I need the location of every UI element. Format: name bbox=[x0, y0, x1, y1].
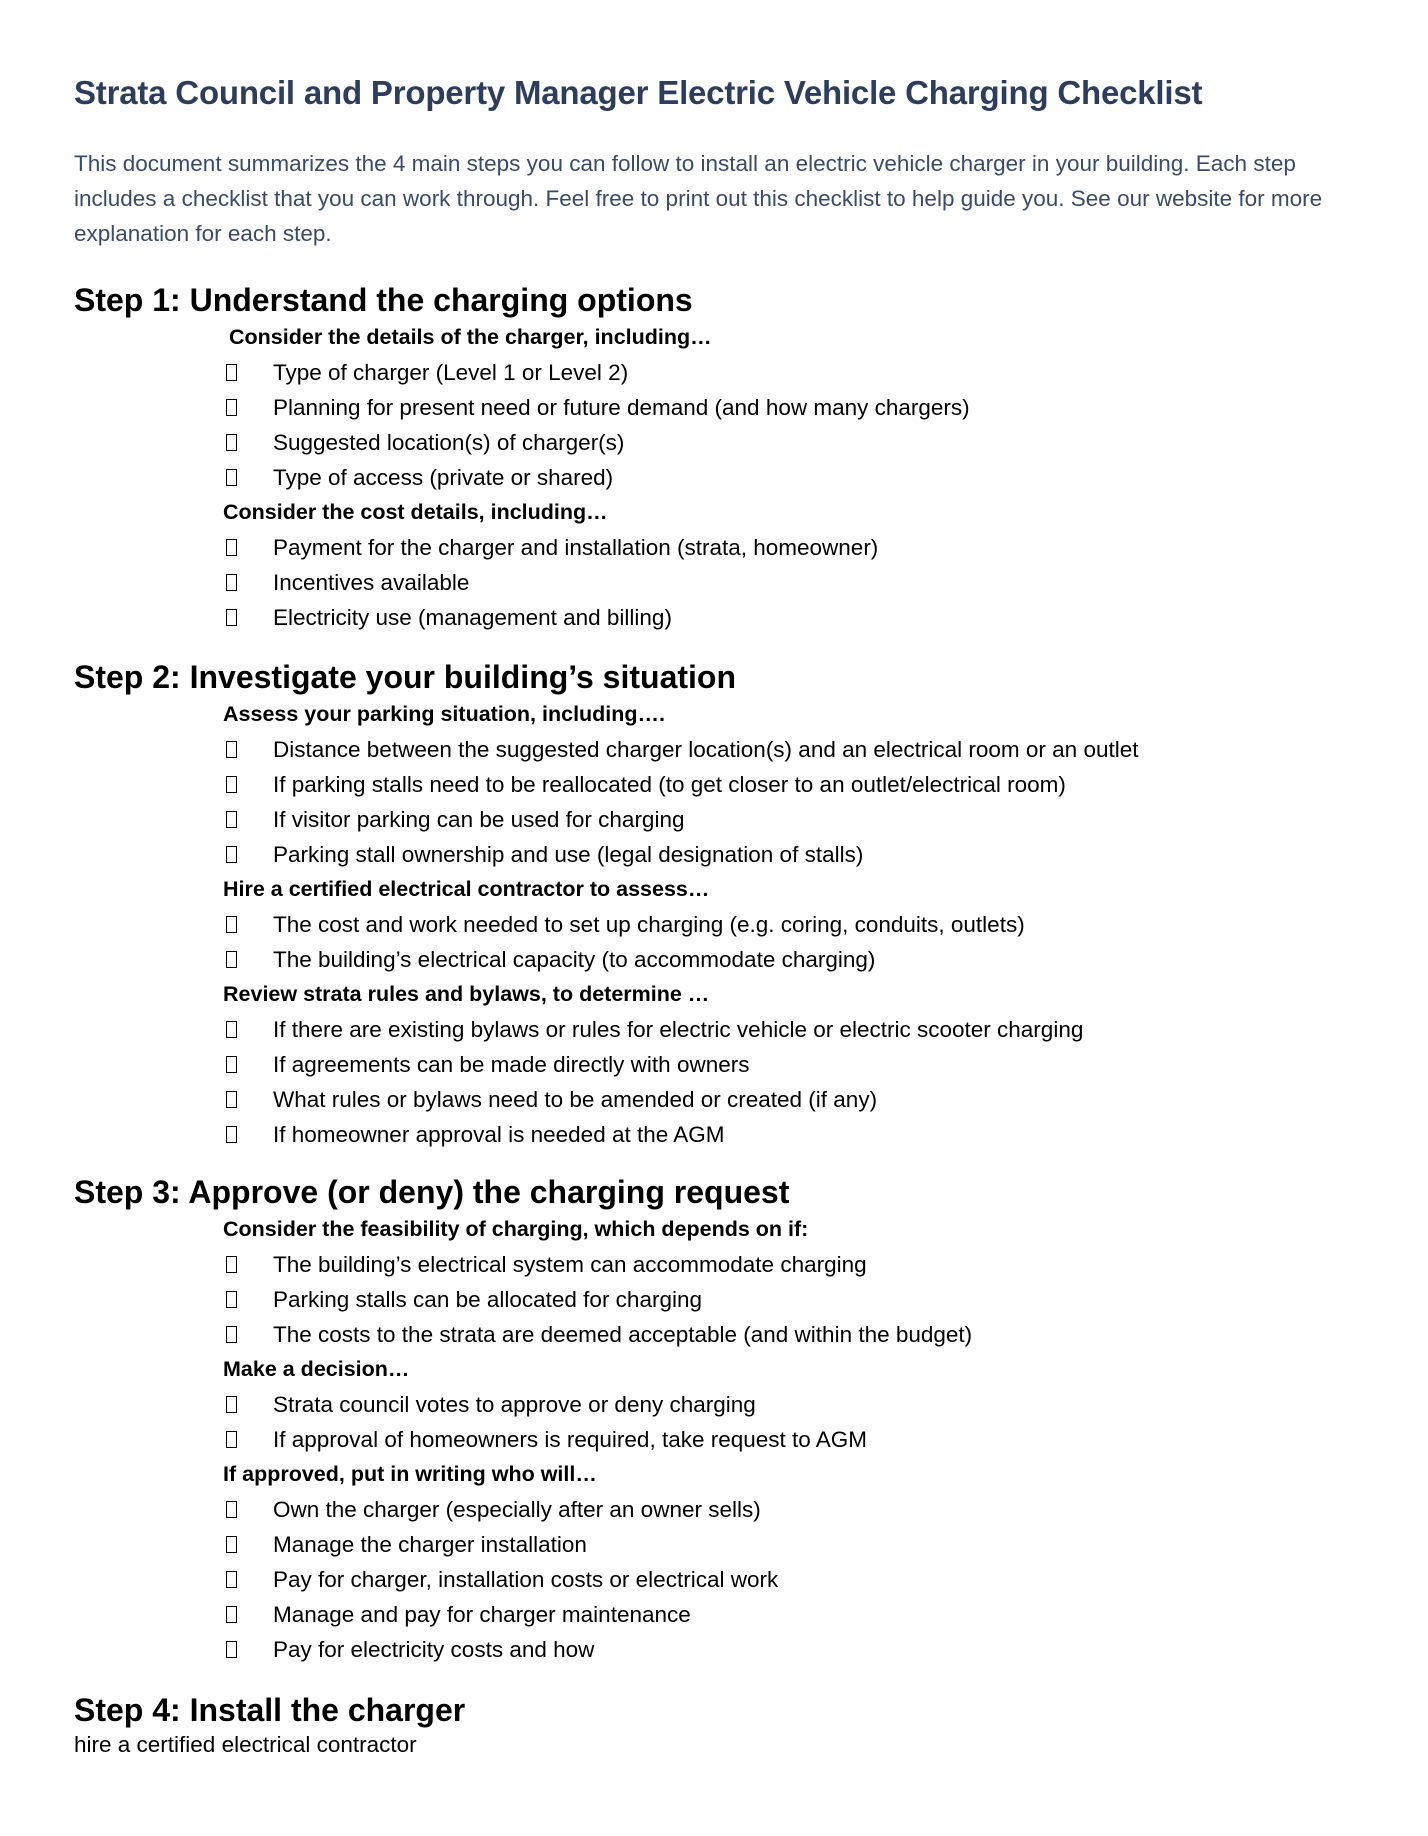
item-label: Own the charger (especially after an owner sells) bbox=[273, 1496, 761, 1522]
checklist-item[interactable] bbox=[226, 1562, 1374, 1597]
item-label: The building’s electrical system can accommodate charging bbox=[273, 1251, 867, 1277]
group-heading: Make a decision… bbox=[223, 1357, 410, 1381]
checkbox-icon[interactable] bbox=[226, 916, 237, 933]
checkbox-icon[interactable] bbox=[226, 1326, 237, 1343]
item-label: The cost and work needed to set up charging (e.g. coring, conduits, outlets) bbox=[273, 911, 1025, 937]
item-label: Pay for electricity costs and how bbox=[273, 1636, 595, 1662]
item-label: Incentives available bbox=[273, 569, 470, 595]
checkbox-icon[interactable] bbox=[226, 399, 237, 416]
item-label: Electricity use (management and billing) bbox=[273, 604, 672, 630]
checklist-item[interactable] bbox=[226, 565, 1374, 600]
checkbox-icon[interactable] bbox=[226, 1056, 237, 1073]
checklist-item[interactable] bbox=[226, 1422, 1374, 1457]
checkbox-icon[interactable] bbox=[226, 539, 237, 556]
checklist-item[interactable] bbox=[226, 1247, 1374, 1282]
item-label: The costs to the strata are deemed acceptable (and within the budget) bbox=[273, 1321, 973, 1347]
checklist-item[interactable] bbox=[226, 732, 1374, 767]
item-label: Parking stall ownership and use (legal designation of stalls) bbox=[273, 841, 864, 867]
item-label: If parking stalls need to be reallocated (to get closer to an outlet/electrical room) bbox=[273, 771, 1066, 797]
item-label: Pay for charger, installation costs or electrical work bbox=[273, 1566, 779, 1592]
checklist-item[interactable] bbox=[226, 907, 1374, 942]
checklist-item[interactable] bbox=[226, 837, 1374, 872]
checklist-item[interactable] bbox=[226, 767, 1374, 802]
item-label: Type of access (private or shared) bbox=[273, 464, 614, 490]
checklist-item[interactable] bbox=[226, 1387, 1374, 1422]
checkbox-icon[interactable] bbox=[226, 434, 237, 451]
group-heading: If approved, put in writing who will… bbox=[223, 1462, 597, 1486]
checklist-item[interactable] bbox=[226, 1012, 1374, 1047]
item-label: If homeowner approval is needed at the AGM bbox=[273, 1121, 725, 1147]
checklist-item[interactable] bbox=[226, 530, 1374, 565]
checklist-item[interactable] bbox=[226, 1317, 1374, 1352]
item-label: Payment for the charger and installation (strata, homeowner) bbox=[273, 534, 879, 560]
checkbox-icon[interactable] bbox=[226, 609, 237, 626]
checklist-item[interactable] bbox=[226, 1082, 1374, 1117]
checklist-item[interactable] bbox=[226, 1597, 1374, 1632]
checkbox-icon[interactable] bbox=[226, 1021, 237, 1038]
checkbox-icon[interactable] bbox=[226, 1606, 237, 1623]
group-heading: Consider the details of the charger, including… bbox=[229, 325, 712, 349]
checkbox-icon[interactable] bbox=[226, 951, 237, 968]
step-2-section bbox=[74, 657, 1374, 1152]
step-4-section bbox=[74, 1690, 1374, 1760]
checkbox-icon[interactable] bbox=[226, 1091, 237, 1108]
item-label: Suggested location(s) of charger(s) bbox=[273, 429, 625, 455]
item-label: If visitor parking can be used for charging bbox=[273, 806, 685, 832]
item-label: Parking stalls can be allocated for charging bbox=[273, 1286, 702, 1312]
step-4-text: hire a certified electrical contractor bbox=[74, 1732, 417, 1757]
group-heading: Hire a certified electrical contractor to assess… bbox=[223, 877, 710, 901]
group-heading: Assess your parking situation, including…. bbox=[223, 702, 666, 726]
item-label: If approval of homeowners is required, take request to AGM bbox=[273, 1426, 868, 1452]
checkbox-icon[interactable] bbox=[226, 811, 237, 828]
document-title: Strata Council and Property Manager Electric Vehicle Charging Checklist bbox=[74, 74, 1203, 111]
checkbox-icon[interactable] bbox=[226, 1536, 237, 1553]
checklist-item[interactable] bbox=[226, 802, 1374, 837]
step-4-heading: Step 4: Install the charger bbox=[74, 1692, 466, 1728]
checkbox-icon[interactable] bbox=[226, 776, 237, 793]
checklist-item[interactable] bbox=[226, 600, 1374, 635]
item-label: If there are existing bylaws or rules for electric vehicle or electric scooter charging bbox=[273, 1016, 1084, 1042]
step-3-section bbox=[74, 1172, 1374, 1667]
item-label: Manage and pay for charger maintenance bbox=[273, 1601, 691, 1627]
step-2-heading: Step 2: Investigate your building’s situation bbox=[74, 659, 736, 695]
group-heading: Consider the feasibility of charging, which depends on if: bbox=[223, 1217, 809, 1241]
checkbox-icon[interactable] bbox=[226, 1396, 237, 1413]
group-heading: Consider the cost details, including… bbox=[223, 500, 608, 524]
checklist-item[interactable] bbox=[226, 1117, 1374, 1152]
item-label: Manage the charger installation bbox=[273, 1531, 587, 1557]
checklist-item[interactable] bbox=[226, 1047, 1374, 1082]
checklist-item[interactable] bbox=[226, 1282, 1374, 1317]
checklist-item[interactable] bbox=[226, 1492, 1374, 1527]
item-label: The building’s electrical capacity (to accommodate charging) bbox=[273, 946, 876, 972]
checklist-item[interactable] bbox=[226, 1632, 1374, 1667]
checkbox-icon[interactable] bbox=[226, 1126, 237, 1143]
item-label: Strata council votes to approve or deny charging bbox=[273, 1391, 756, 1417]
checkbox-icon[interactable] bbox=[226, 469, 237, 486]
checklist-item[interactable] bbox=[226, 460, 1374, 495]
checklist-item[interactable] bbox=[226, 942, 1374, 977]
checkbox-icon[interactable] bbox=[226, 1641, 237, 1658]
checkbox-icon[interactable] bbox=[226, 1571, 237, 1588]
item-label: Planning for present need or future demand (and how many chargers) bbox=[273, 394, 970, 420]
checkbox-icon[interactable] bbox=[226, 1501, 237, 1518]
checkbox-icon[interactable] bbox=[226, 364, 237, 381]
checkbox-icon[interactable] bbox=[226, 1431, 237, 1448]
checklist-item[interactable] bbox=[226, 355, 1374, 390]
step-3-heading: Step 3: Approve (or deny) the charging request bbox=[74, 1174, 790, 1210]
checkbox-icon[interactable] bbox=[226, 574, 237, 591]
checkbox-icon[interactable] bbox=[226, 1291, 237, 1308]
checklist-item[interactable] bbox=[226, 425, 1374, 460]
intro-paragraph: This document summarizes the 4 main steps you can follow to install an electric vehicle charger in your building. Each step includes a checklist that you can work through. Feel free to print out this checklist to help guide you. See our website for more explanation for each step. bbox=[74, 151, 1323, 246]
checklist-item[interactable] bbox=[226, 390, 1374, 425]
item-label: Type of charger (Level 1 or Level 2) bbox=[273, 359, 629, 385]
item-label: Distance between the suggested charger location(s) and an electrical room or an outlet bbox=[273, 736, 1139, 762]
checkbox-icon[interactable] bbox=[226, 846, 237, 863]
checklist-item[interactable] bbox=[226, 1527, 1374, 1562]
step-1-section bbox=[74, 280, 1374, 635]
checkbox-icon[interactable] bbox=[226, 741, 237, 758]
item-label: What rules or bylaws need to be amended or created (if any) bbox=[273, 1086, 878, 1112]
step-1-heading: Step 1: Understand the charging options bbox=[74, 282, 693, 318]
item-label: If agreements can be made directly with owners bbox=[273, 1051, 750, 1077]
group-heading: Review strata rules and bylaws, to determine … bbox=[223, 982, 710, 1006]
checkbox-icon[interactable] bbox=[226, 1256, 237, 1273]
